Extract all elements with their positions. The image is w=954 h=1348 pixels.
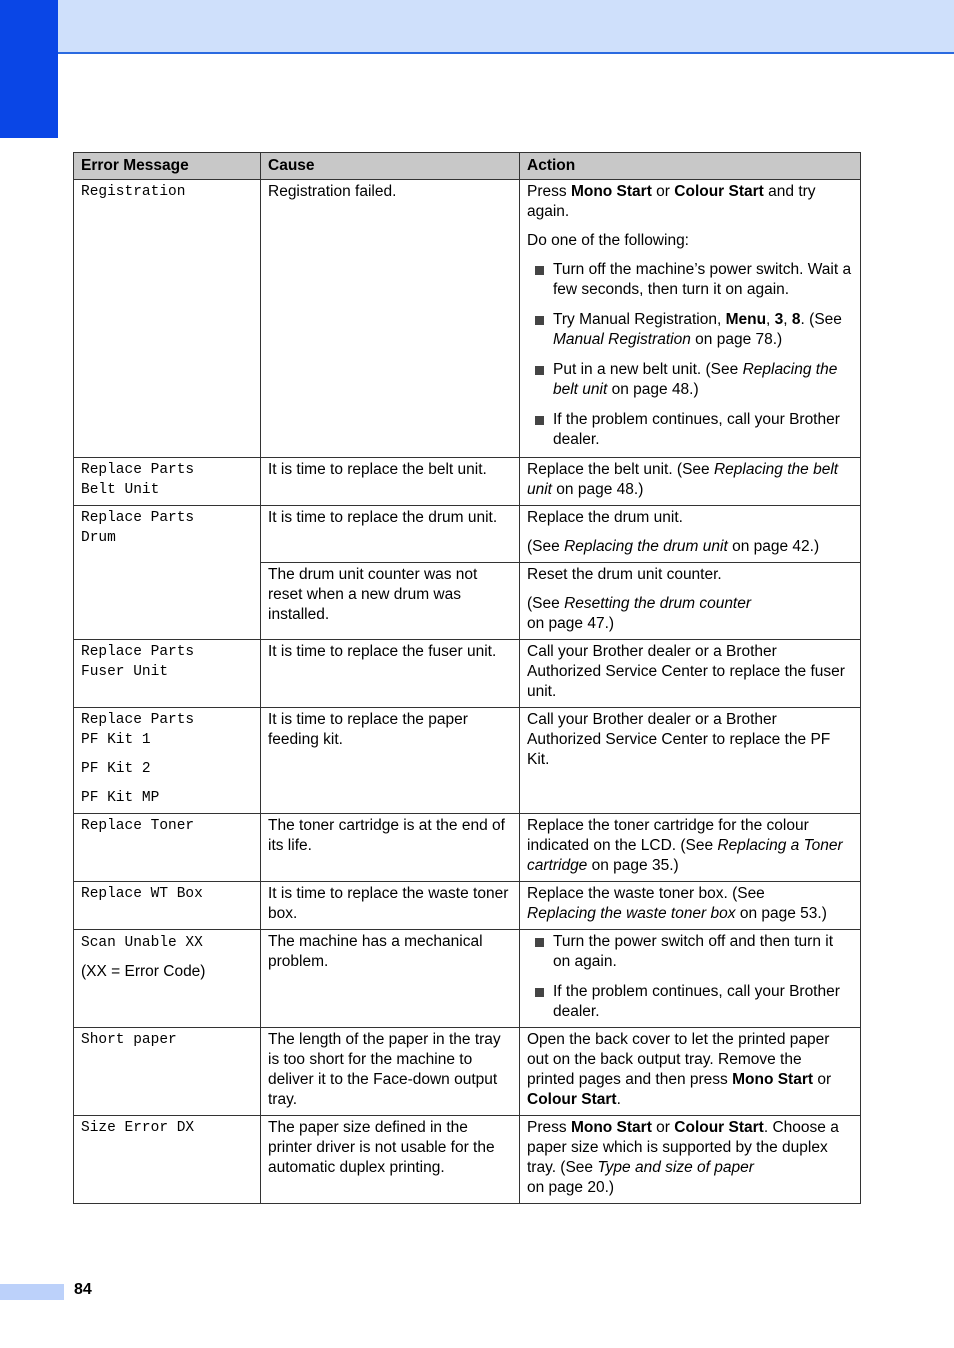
header-band: [0, 0, 954, 54]
action-cell: Press Mono Start or Colour Start and try again. Do one of the following: Turn off the machine’s power switch. Wait a few seconds, then turn it on again. Try Manual Registration, Menu, 3, 8. (See Manual Registration on page 78.) Put in a new belt unit. (See Replacing the belt unit on page 48.) If the problem continues, call your Brother dealer.: [520, 180, 861, 458]
action-list: [527, 932, 853, 1022]
error-message-table: [73, 152, 861, 1204]
error-message-cell: Replace Parts Drum: [74, 506, 261, 640]
action-cell: Replace the toner cartridge for the colour indicated on the LCD. (See Replacing a Toner cartridge on page 35.): [520, 814, 861, 882]
cause-cell: The toner cartridge is at the end of its life.: [261, 814, 520, 882]
action-cell: Replace the belt unit. (See Replacing the belt unit on page 48.): [520, 458, 861, 506]
cause-cell: Registration failed.: [261, 180, 520, 458]
table-row: [74, 640, 861, 708]
error-message-cell: Replace Toner: [74, 814, 261, 882]
cause-cell: The length of the paper in the tray is too short for the machine to deliver it to the Face-down output tray.: [261, 1028, 520, 1116]
table-row: [74, 180, 861, 458]
list-item: Turn the power switch off and then turn it on again.: [553, 932, 853, 972]
action-cell: Press Mono Start or Colour Start. Choose a paper size which is supported by the duplex tray. (See Type and size of paper on page 20.): [520, 1116, 861, 1204]
action-cell: Reset the drum unit counter. (See Resetting the drum counter on page 47.): [520, 563, 861, 640]
table-row: [74, 1028, 861, 1116]
page-number: 84: [74, 1281, 92, 1298]
action-cell: Open the back cover to let the printed paper out on the back output tray. Remove the printed pages and then press Mono Start or Colour Start.: [520, 1028, 861, 1116]
error-message-cell: Scan Unable XX (XX = Error Code): [74, 930, 261, 1028]
header-cause: Cause: [261, 153, 520, 180]
error-message-cell: Replace Parts Belt Unit: [74, 458, 261, 506]
cause-cell: It is time to replace the waste toner box.: [261, 882, 520, 930]
table-row: [74, 708, 861, 814]
error-message-cell: Replace WT Box: [74, 882, 261, 930]
list-item: Put in a new belt unit. (See Replacing the belt unit on page 48.): [553, 360, 853, 400]
list-item: Turn off the machine’s power switch. Wait a few seconds, then turn it on again.: [553, 261, 852, 298]
header-action: Action: [520, 153, 861, 180]
cause-cell: The machine has a mechanical problem.: [261, 930, 520, 1028]
error-message-cell: Replace Parts PF Kit 1 PF Kit 2 PF Kit MP: [74, 708, 261, 814]
cause-cell: It is time to replace the drum unit.: [261, 506, 520, 563]
cause-cell: The paper size defined in the printer driver is not usable for the automatic duplex printing.: [261, 1116, 520, 1204]
action-cell: Replace the drum unit. (See Replacing the drum unit on page 42.): [520, 506, 861, 563]
error-message-cell: Replace Parts Fuser Unit: [74, 640, 261, 708]
error-message-cell: Registration: [74, 180, 261, 458]
table-row: [74, 814, 861, 882]
action-cell: Call your Brother dealer or a Brother Authorized Service Center to replace the PF Kit.: [520, 708, 861, 814]
table-row: [74, 506, 861, 563]
list-item: Try Manual Registration, Menu, 3, 8. (See Manual Registration on page 78.): [553, 310, 853, 350]
table-row: [74, 882, 861, 930]
action-cell: [520, 930, 861, 1028]
table-header-row: [74, 153, 861, 180]
page-number-bar: [0, 1284, 64, 1300]
cause-cell: The drum unit counter was not reset when a new drum was installed.: [261, 563, 520, 640]
table-row: [74, 458, 861, 506]
table-row: [74, 930, 861, 1028]
cause-cell: It is time to replace the belt unit.: [261, 458, 520, 506]
list-item: If the problem continues, call your Brother dealer.: [553, 982, 853, 1022]
action-cell: Replace the waste toner box. (See Replacing the waste toner box on page 53.): [520, 882, 861, 930]
header-error-message: Error Message: [74, 153, 261, 180]
chapter-tab: [0, 0, 58, 138]
table-row: [74, 1116, 861, 1204]
list-item: If the problem continues, call your Brother dealer.: [553, 410, 853, 450]
action-list: [527, 260, 853, 450]
cause-cell: It is time to replace the paper feeding kit.: [261, 708, 520, 814]
error-message-cell: Short paper: [74, 1028, 261, 1116]
cause-cell: It is time to replace the fuser unit.: [261, 640, 520, 708]
action-cell: Call your Brother dealer or a Brother Authorized Service Center to replace the fuser unit.: [520, 640, 861, 708]
error-message-cell: Size Error DX: [74, 1116, 261, 1204]
